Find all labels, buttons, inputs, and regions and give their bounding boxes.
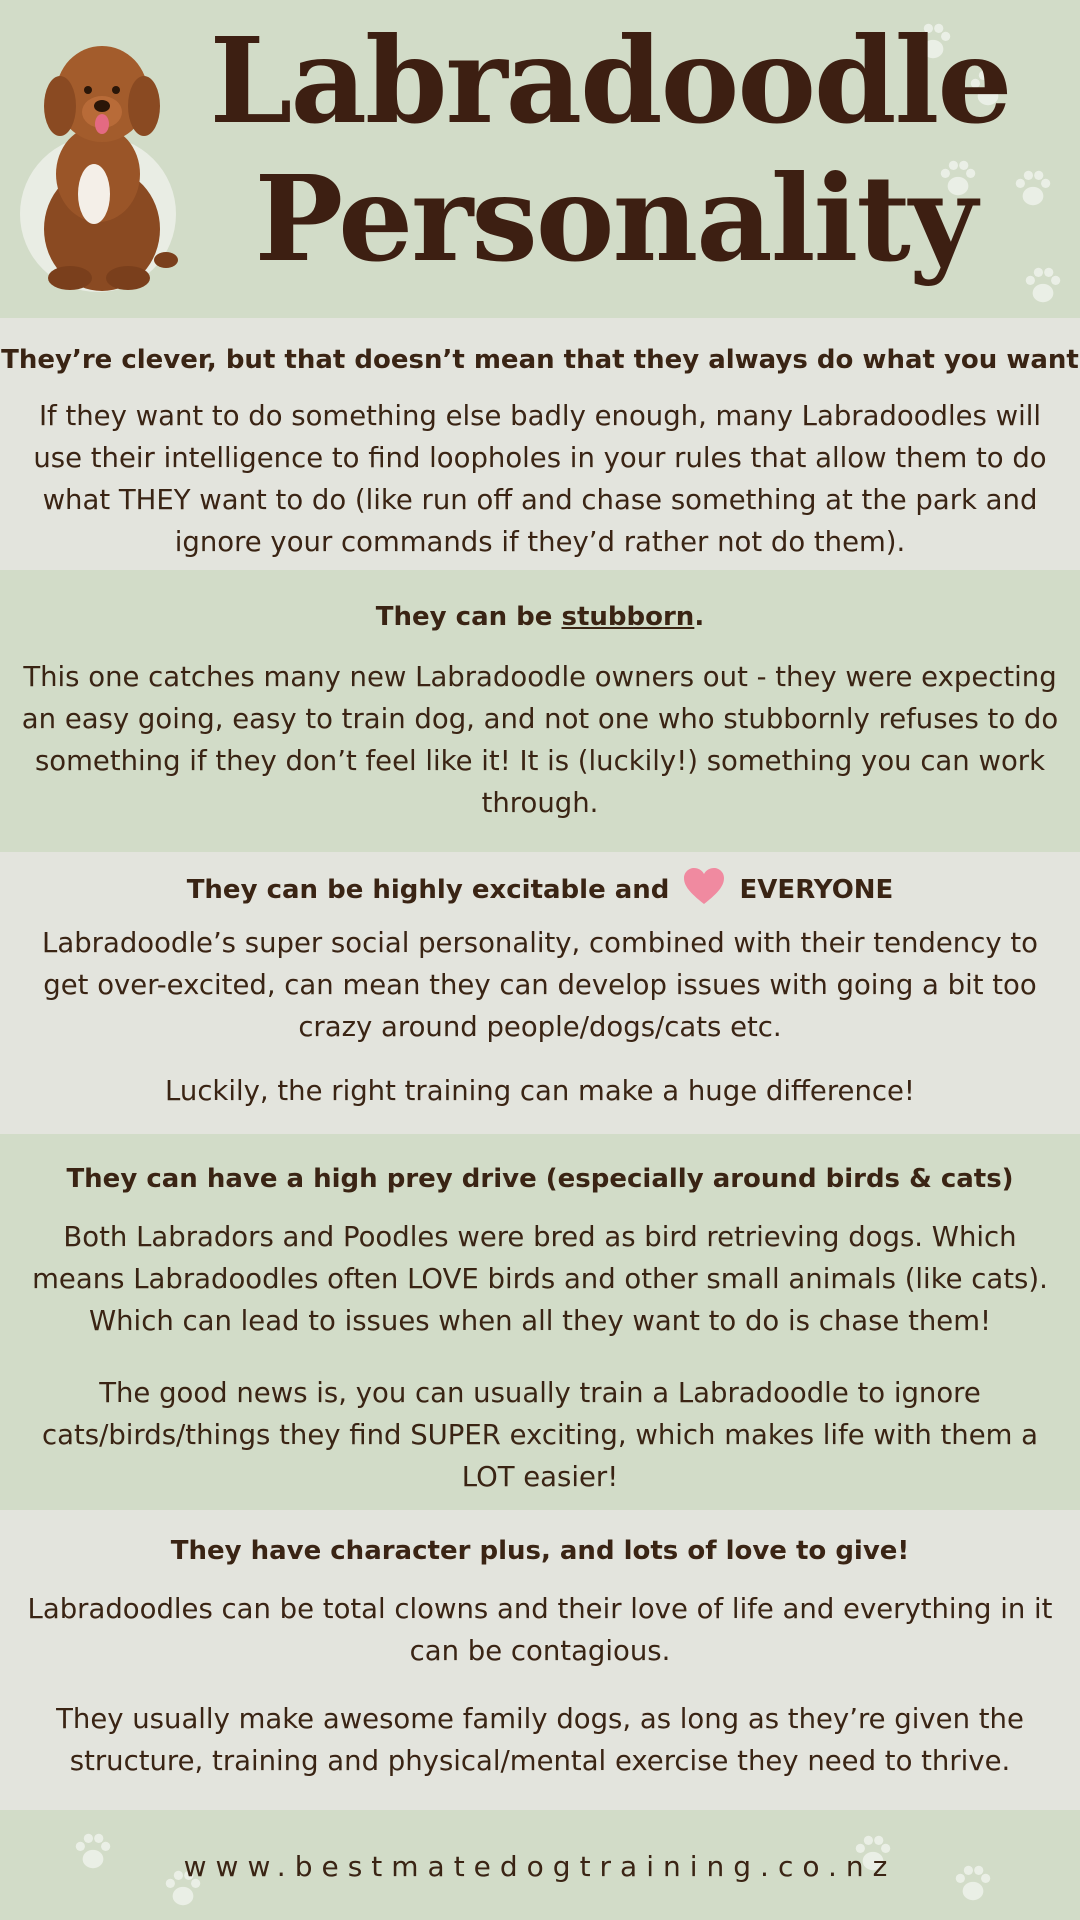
section-character — [0, 1510, 1080, 1810]
section-paragraph: If they want to do something else badly enough, many Labradoodles will use their intelligence to find loopholes in your rules that allow them to do what THEY want to do (like run off and chase something at the park and ignore your commands if they’d rather not do them). — [33, 400, 1047, 558]
section-clever — [0, 318, 1080, 570]
website-link[interactable]: www.bestmatedogtraining.co.nz — [183, 1850, 897, 1883]
section-paragraph: They usually make awesome family dogs, as long as they’re given the structure, training and physical/mental exercise they need to thrive. — [56, 1703, 1024, 1777]
section-heading: They’re clever, but that doesn’t mean that they always do what you want — [1, 345, 1079, 375]
section-heading — [0, 600, 1080, 634]
heading-prefix: They can be — [375, 602, 562, 632]
section-paragraph: This one catches many new Labradoodle owners out - they were expecting an easy going, easy to train dog, and not one who stubbornly refuses to do something if they don’t feel like it! It is (luckily!) something you can work through. — [21, 661, 1059, 819]
heart-icon — [682, 866, 726, 906]
page-title-line1: Labradoodle — [209, 11, 1011, 150]
section-heading: They can have a high prey drive (especially around birds & cats) — [66, 1164, 1014, 1194]
labradoodle-photo — [18, 24, 178, 294]
heading-prefix: They can be highly excitable and — [186, 875, 670, 905]
section-heading — [0, 866, 1080, 907]
section-excitable — [0, 852, 1080, 1134]
section-paragraph: Luckily, the right training can make a huge difference! — [165, 1075, 915, 1107]
heading-emphasis: stubborn — [561, 602, 695, 632]
header-banner — [0, 0, 1080, 318]
section-paragraph: Both Labradors and Poodles were bred as bird retrieving dogs. Which means Labradoodles often LOVE birds and other small animals (like cats). Which can lead to issues when all they want to do is chase them! — [32, 1221, 1048, 1337]
footer-band — [0, 1810, 1080, 1920]
section-heading: They have character plus, and lots of love to give! — [170, 1536, 910, 1566]
section-prey-drive — [0, 1134, 1080, 1510]
section-paragraph: Labradoodle’s super social personality, combined with their tendency to get over-excited, can mean they can develop issues with going a bit too crazy around people/dogs/cats etc. — [42, 927, 1038, 1043]
section-paragraph: Labradoodles can be total clowns and their love of life and everything in it can be contagious. — [27, 1593, 1053, 1667]
section-stubborn — [0, 570, 1080, 852]
heading-suffix: . — [694, 602, 705, 632]
heading-suffix: EVERYONE — [739, 875, 894, 905]
section-paragraph: The good news is, you can usually train a Labradoodle to ignore cats/birds/things they find SUPER exciting, which makes life with them a LOT easier! — [41, 1377, 1039, 1493]
page-title-line2: Personality — [254, 149, 976, 288]
